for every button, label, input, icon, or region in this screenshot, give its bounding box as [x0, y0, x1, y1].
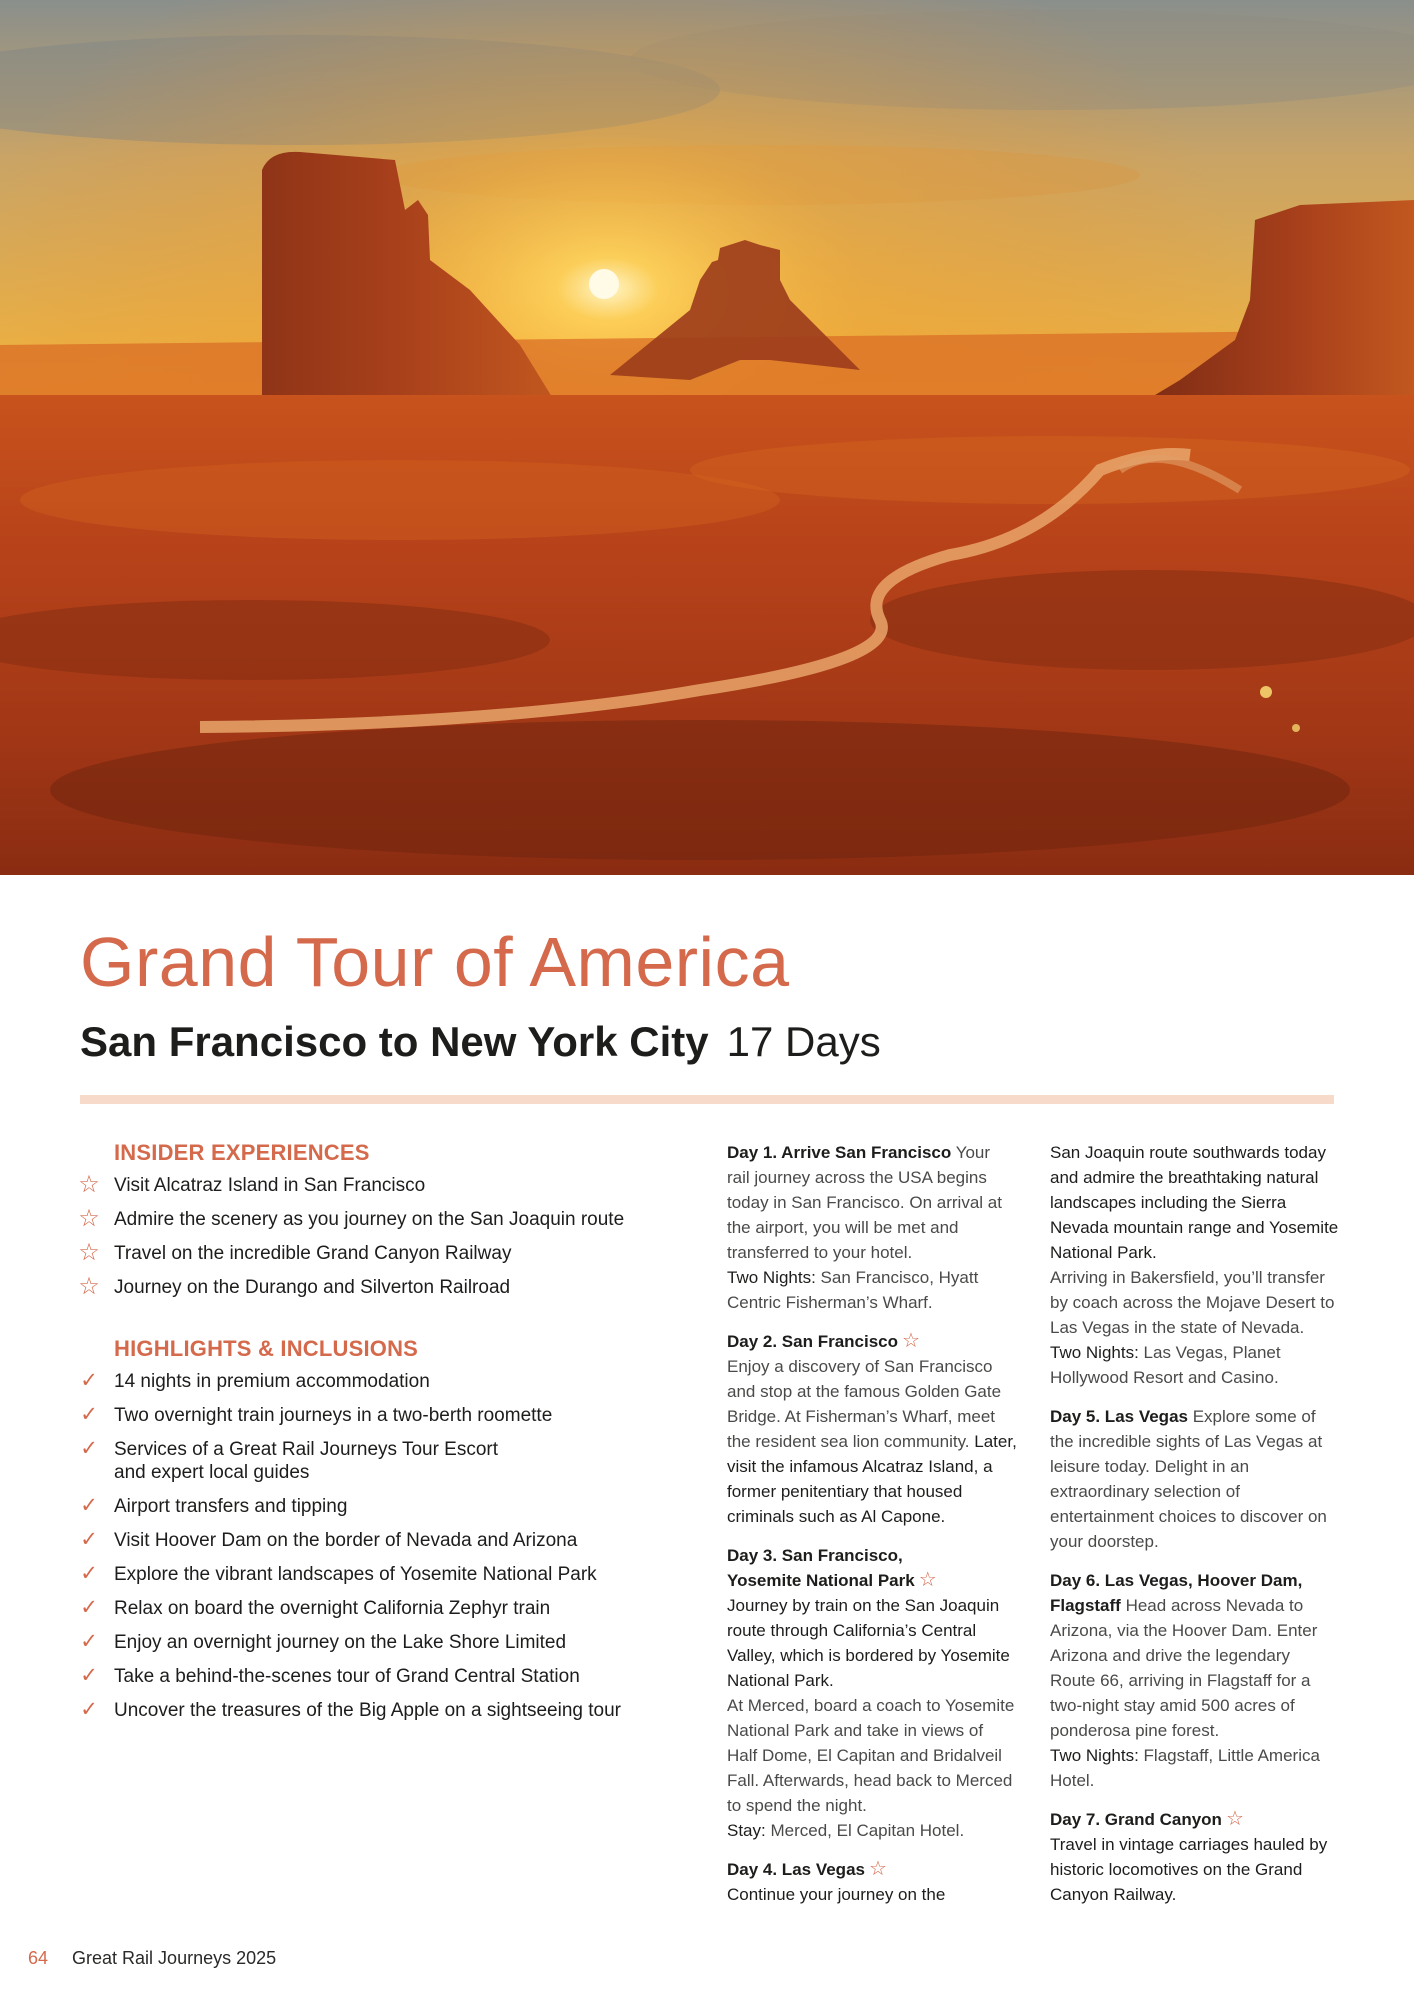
list-item: ✓ Uncover the treasures of the Big Apple on a sightseeing tour — [76, 1699, 676, 1722]
itinerary-column-1 — [727, 1140, 1017, 1921]
insider-experiences-heading: INSIDER EXPERIENCES — [114, 1140, 370, 1165]
check-icon: ✓ — [80, 1562, 98, 1585]
stay-label: Two Nights: — [1050, 1343, 1139, 1362]
check-icon: ✓ — [80, 1630, 98, 1653]
day-heading: Day 4. Las Vegas — [727, 1860, 865, 1879]
day-highlight: Travel in vintage carriages hauled by historic locomotives on the Grand Canyon Railway. — [1050, 1835, 1328, 1904]
stay-details: Merced, El Capitan Hotel. — [770, 1821, 965, 1840]
itinerary-day-6 — [1050, 1568, 1340, 1793]
list-item: ✓ Explore the vibrant landscapes of Yosemite National Park — [76, 1563, 676, 1586]
list-item: ☆ Visit Alcatraz Island in San Francisco — [76, 1174, 676, 1197]
star-outline-icon: ☆ — [918, 1569, 937, 1591]
stay-label: Stay: — [727, 1821, 766, 1840]
day-heading: Day 2. San Francisco — [727, 1332, 899, 1351]
day-body: Explore some of the incredible sights of Las Vegas at leisure today. Delight in an extraordinary selection of entertainment choices to discover on your doorstep. — [1050, 1407, 1327, 1551]
page-footer — [28, 1948, 276, 1969]
list-item: ✓ Enjoy an overnight journey on the Lake Shore Limited — [76, 1631, 676, 1654]
highlights-inclusions-list — [76, 1370, 676, 1722]
itinerary-day-2 — [727, 1329, 1017, 1529]
list-item: ☆ Admire the scenery as you journey on the San Joaquin route — [76, 1208, 676, 1231]
day-heading: Day 3. San Francisco, — [727, 1546, 903, 1565]
tour-subtitle — [80, 1018, 881, 1066]
itinerary-day-4 — [727, 1857, 1017, 1907]
itinerary-day-5 — [1050, 1404, 1340, 1554]
list-item: ✓ Take a behind-the-scenes tour of Grand Central Station — [76, 1665, 676, 1688]
insider-experiences-list — [76, 1171, 676, 1300]
check-icon: ✓ — [80, 1437, 98, 1460]
day-heading: Day 5. Las Vegas — [1050, 1407, 1188, 1426]
day-highlight: Journey by train on the San Joaquin route through California’s Central Valley, which is bordered by Yosemite National Park. — [727, 1596, 1010, 1690]
stay-label: Two Nights: — [1050, 1746, 1139, 1765]
itinerary-column-2 — [1050, 1140, 1340, 1921]
monument-valley-illustration — [0, 0, 1414, 875]
star-outline-icon: ☆ — [1225, 1808, 1244, 1830]
star-outline-icon: ☆ — [78, 1205, 100, 1232]
day-highlight: Later, visit the infamous Alcatraz Island, a former penitentiary that housed criminals such as Al Capone. — [727, 1432, 1017, 1526]
day-heading-cont: Yosemite National Park — [727, 1571, 915, 1590]
check-icon: ✓ — [80, 1403, 98, 1426]
list-item: ✓ Airport transfers and tipping — [76, 1495, 676, 1518]
itinerary-day-4-cont — [1050, 1140, 1340, 1390]
highlights-inclusions-heading: HIGHLIGHTS & INCLUSIONS — [114, 1336, 419, 1361]
day-body: At Merced, board a coach to Yosemite National Park and take in views of Half Dome, El Capitan and Bridalveil Fall. Afterwards, head back to Merced to spend the night. — [727, 1696, 1015, 1815]
itinerary-day-7 — [1050, 1807, 1340, 1907]
page-number: 64 — [28, 1948, 49, 1968]
publication-name: Great Rail Journeys 2025 — [72, 1948, 277, 1968]
check-icon: ✓ — [80, 1494, 98, 1517]
day-body: Enjoy a discovery of San Francisco and stop at the famous Golden Gate Bridge. At Fisherman’s Wharf, meet the resident sea lion community. — [727, 1357, 1002, 1451]
star-outline-icon: ☆ — [78, 1171, 100, 1198]
day-heading: Day 1. Arrive San Francisco — [727, 1143, 952, 1162]
check-icon: ✓ — [80, 1369, 98, 1392]
star-outline-icon: ☆ — [78, 1239, 100, 1266]
itinerary-day-1 — [727, 1140, 1017, 1315]
tour-duration: 17 Days — [726, 1018, 881, 1065]
list-item: ✓ Relax on board the overnight California Zephyr train — [76, 1597, 676, 1620]
day-body: Arriving in Bakersfield, you’ll transfer by coach across the Mojave Desert to Las Vegas in the state of Nevada. — [1050, 1268, 1335, 1337]
page-title: Grand Tour of America — [80, 923, 790, 1001]
list-item: ✓ Two overnight train journeys in a two-berth roomette — [76, 1404, 676, 1427]
check-icon: ✓ — [80, 1596, 98, 1619]
list-item: ☆ Travel on the incredible Grand Canyon Railway — [76, 1242, 676, 1265]
tour-route: San Francisco to New York City — [80, 1018, 709, 1065]
stay-details: San Francisco, Hyatt Centric Fisherman’s Wharf. — [727, 1268, 979, 1312]
stay-details: Flagstaff, Little America Hotel. — [1050, 1746, 1320, 1790]
divider-rule — [80, 1095, 1334, 1104]
list-item: ✓ Visit Hoover Dam on the border of Nevada and Arizona — [76, 1529, 676, 1552]
tour-features — [76, 1140, 676, 1733]
day-highlight: Continue your journey on the — [727, 1885, 946, 1904]
stay-details: Las Vegas, Planet Hollywood Resort and Casino. — [1050, 1343, 1281, 1387]
day-highlight: San Joaquin route southwards today and admire the breathtaking natural landscapes including the Sierra Nevada mountain range and Yosemite National Park. — [1050, 1143, 1339, 1262]
star-outline-icon: ☆ — [78, 1273, 100, 1300]
check-icon: ✓ — [80, 1528, 98, 1551]
day-heading: Day 7. Grand Canyon — [1050, 1810, 1222, 1829]
check-icon: ✓ — [80, 1698, 98, 1721]
list-item: ✓ 14 nights in premium accommodation — [76, 1370, 676, 1393]
day-heading: Day 6. Las Vegas, Hoover Dam, Flagstaff — [1050, 1571, 1303, 1615]
itinerary-day-3 — [727, 1543, 1017, 1843]
check-icon: ✓ — [80, 1664, 98, 1687]
star-outline-icon: ☆ — [902, 1330, 920, 1352]
day-body: Head across Nevada to Arizona, via the Hoover Dam. Enter Arizona and drive the legendary Route 66, arriving in Flagstaff for a two-night stay amid 500 acres of ponderosa pine forest. — [1050, 1596, 1318, 1740]
list-item: ☆ Journey on the Durango and Silverton Railroad — [76, 1276, 676, 1299]
day-body: Your rail journey across the USA begins today in San Francisco. On arrival at the airport, you will be met and transferred to your hotel. — [727, 1143, 1002, 1262]
stay-label: Two Nights: — [727, 1268, 816, 1287]
list-item: ✓ Services of a Great Rail Journeys Tour Escort and expert local guides — [76, 1438, 676, 1484]
hero-image — [0, 0, 1414, 875]
star-outline-icon: ☆ — [868, 1858, 887, 1880]
